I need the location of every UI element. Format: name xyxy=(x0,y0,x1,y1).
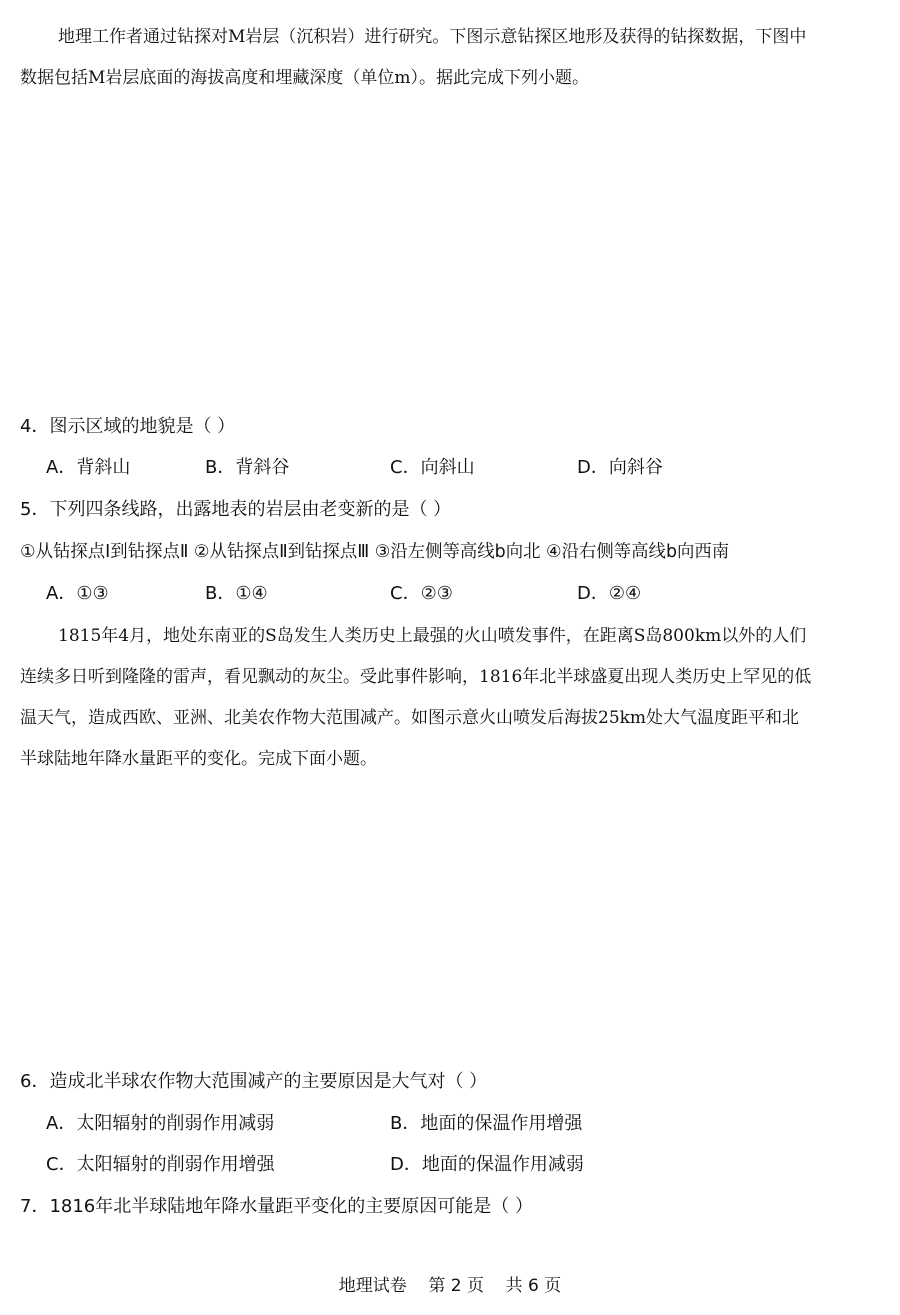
question-6-option-d: D．地面的保温作用减弱 xyxy=(390,1154,584,1175)
question-5-routes: ①从钻探点Ⅰ到钻探点Ⅱ ②从钻探点Ⅱ到钻探点Ⅲ ③沿左侧等高线b向北 ④沿右侧等高线b向西南 xyxy=(20,542,730,562)
question-6-option-b: B．地面的保温作用增强 xyxy=(390,1113,583,1134)
figure-placeholder-terrain xyxy=(20,100,880,400)
passage-2-line-4: 半球陆地年降水量距平的变化。完成下面小题。 xyxy=(20,749,377,769)
question-5-option-b: B．①④ xyxy=(205,583,268,604)
passage-2-line-1: 1815年4月，地处东南亚的S岛发生人类历史上最强的火山喷发事件，在距离S岛800km以外的人们 xyxy=(58,626,807,646)
passage-1-line-1: 地理工作者通过钻探对M岩层（沉积岩）进行研究。下图示意钻探区地形及获得的钻探数据，下图中 xyxy=(58,27,807,47)
question-6-stem: 6．造成北半球农作物大范围减产的主要原因是大气对（ ） xyxy=(20,1071,488,1092)
question-4-option-b: B．背斜谷 xyxy=(205,457,290,478)
figure-placeholder-climate xyxy=(20,780,880,1060)
question-4-stem: 4．图示区域的地貌是（ ） xyxy=(20,416,236,437)
passage-2-line-2: 连续多日听到隆隆的雷声，看见飘动的灰尘。受此事件影响，1816年北半球盛夏出现人类历史上罕见的低 xyxy=(20,667,812,687)
question-4-option-a: A．背斜山 xyxy=(46,457,131,478)
page-footer: 地理试卷 第 2 页 共 6 页 xyxy=(338,1276,562,1296)
question-4-option-c: C．向斜山 xyxy=(390,457,475,478)
question-7-stem: 7．1816年北半球陆地年降水量距平变化的主要原因可能是（ ） xyxy=(20,1196,533,1217)
question-5-stem: 5．下列四条线路，出露地表的岩层由老变新的是（ ） xyxy=(20,499,452,520)
question-4-option-d: D．向斜谷 xyxy=(577,457,663,478)
passage-2-line-3: 温天气，造成西欧、亚洲、北美农作物大范围减产。如图示意火山喷发后海拔25km处大气温度距平和北 xyxy=(20,708,800,728)
question-5-option-d: D．②④ xyxy=(577,583,642,604)
question-6-option-a: A．太阳辐射的削弱作用减弱 xyxy=(46,1113,275,1134)
passage-1-line-2: 数据包括M岩层底面的海拔高度和埋藏深度（单位m）。据此完成下列小题。 xyxy=(20,68,590,88)
question-5-option-a: A．①③ xyxy=(46,583,109,604)
question-5-option-c: C．②③ xyxy=(390,583,453,604)
question-6-option-c: C．太阳辐射的削弱作用增强 xyxy=(46,1154,275,1175)
